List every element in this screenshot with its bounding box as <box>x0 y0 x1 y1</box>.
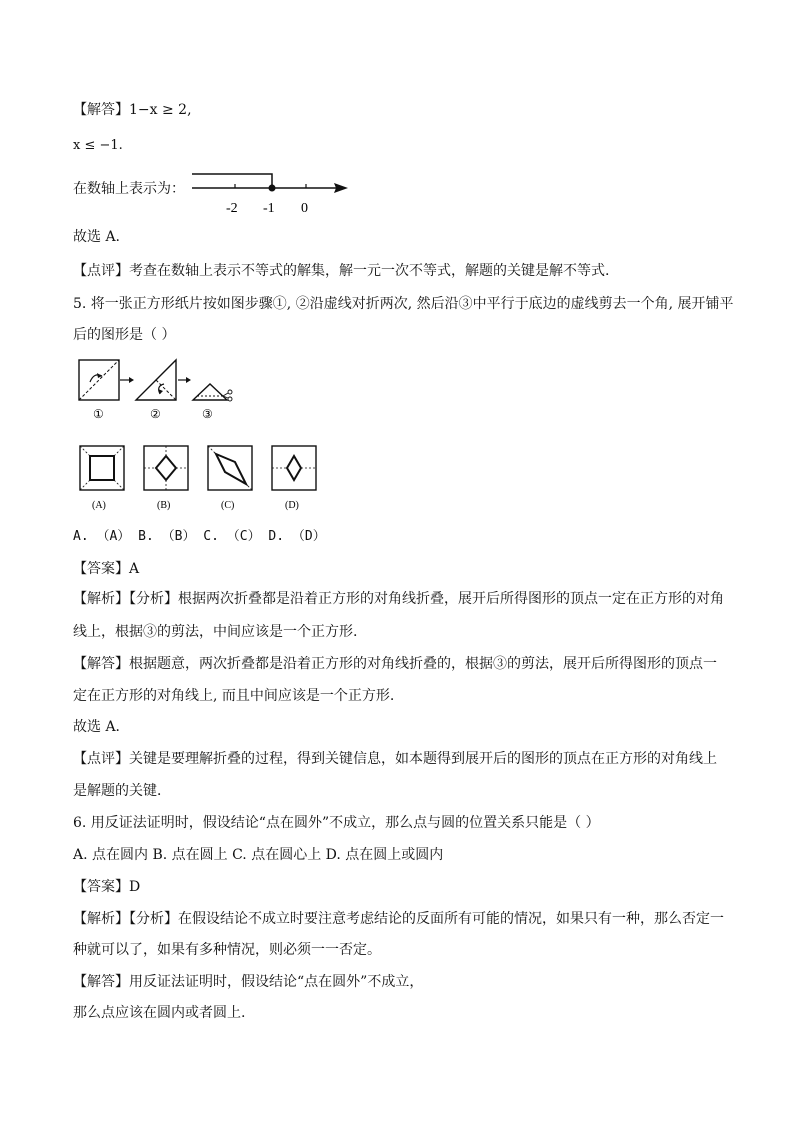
analysis-5-line-2: 线上，根据③的剪法，中间应该是一个正方形. <box>73 624 358 640</box>
question-5-line-1: 5. 将一张正方形纸片按如图步骤①, ②沿虚线对折两次, 然后沿③中平行于底边的虚线剪去一个角, 展开铺平 <box>73 296 734 312</box>
tick-label: -2 <box>226 201 238 216</box>
options-6: A. 点在圆内 B. 点在圆上 C. 点在圆心上 D. 点在圆上或圆内 <box>73 847 444 863</box>
step-label: ② <box>150 407 161 421</box>
choose-5: 故选 A． <box>73 719 130 735</box>
comment-line: 【点评】考查在数轴上表示不等式的解集，解一元一次不等式，解题的关键是解不等式. <box>73 263 610 279</box>
arrow-icon <box>178 377 191 383</box>
numberline-caption: 在数轴上表示为： <box>73 181 185 197</box>
tick-label: 0 <box>301 201 308 216</box>
tick-label: -1 <box>263 201 275 216</box>
question-6: 6. 用反证法证明时，假设结论“点在圆外”不成立，那么点与圆的位置关系只能是（ ） <box>73 815 600 831</box>
step-label: ① <box>93 407 104 421</box>
solid-point <box>269 185 276 192</box>
answer-5: 【答案】A <box>73 561 140 577</box>
solution-6-line-1: 【解答】用反证法证明时，假设结论“点在圆外”不成立， <box>73 974 424 990</box>
step-1-square <box>79 360 119 400</box>
solution-bracket <box>192 174 272 188</box>
analysis-6-line-2: 种就可以了，如果有多种情况，则必须一一否定。 <box>73 942 381 958</box>
option-figure-label: (C) <box>221 500 235 511</box>
answer-line-2: x ≤ −1. <box>73 138 123 153</box>
analysis-6-line-1: 【解析】【分析】在假设结论不成立时要注意考虑结论的反面所有可能的情况，如果只有一种，那么否定一 <box>73 911 724 927</box>
folding-steps-figure <box>76 356 236 424</box>
question-5-line-2: 后的图形是（ ） <box>73 327 176 343</box>
options-5: A. （A） B. （B） C. （C） D. （D） <box>73 529 326 544</box>
number-line-figure <box>190 168 360 218</box>
answer-line-1: 【解答】1−x ≥ 2, <box>73 102 192 118</box>
option-figure-label: (D) <box>285 500 299 511</box>
option-figures <box>78 444 328 516</box>
comment-5-line-1: 【点评】关键是要理解折叠的过程，得到关键信息，如本题得到展开后的图形的顶点在正方形的对角线上 <box>73 751 717 767</box>
solution-6-line-2: 那么点应该在圆内或者圆上. <box>73 1005 246 1021</box>
option-c-figure <box>208 446 252 490</box>
option-d-figure <box>272 446 316 490</box>
choose-line: 故选 A. <box>73 229 121 245</box>
option-figure-label: (B) <box>157 500 171 511</box>
option-figure-label: (A) <box>92 500 106 511</box>
step-3-small-triangle <box>193 384 227 400</box>
comment-5-line-2: 是解题的关键． <box>73 783 171 799</box>
option-a-figure <box>80 446 124 490</box>
arrow-icon <box>120 377 134 383</box>
solution-5-line-2: 定在正方形的对角线上, 而且中间应该是一个正方形. <box>73 688 395 704</box>
step-label: ③ <box>202 407 213 421</box>
answer-6: 【答案】D <box>73 879 141 895</box>
axis-arrow <box>334 183 348 193</box>
solution-5-line-1: 【解答】根据题意，两次折叠都是沿着正方形的对角线折叠的，根据③的剪法，展开后所得图形的顶点一 <box>73 656 717 672</box>
step-2-triangle <box>136 360 176 400</box>
option-b-figure <box>144 446 188 490</box>
analysis-5-line-1: 【解析】【分析】根据两次折叠都是沿着正方形的对角线折叠，展开后所得图形的顶点一定在正方形的对角 <box>73 591 724 607</box>
